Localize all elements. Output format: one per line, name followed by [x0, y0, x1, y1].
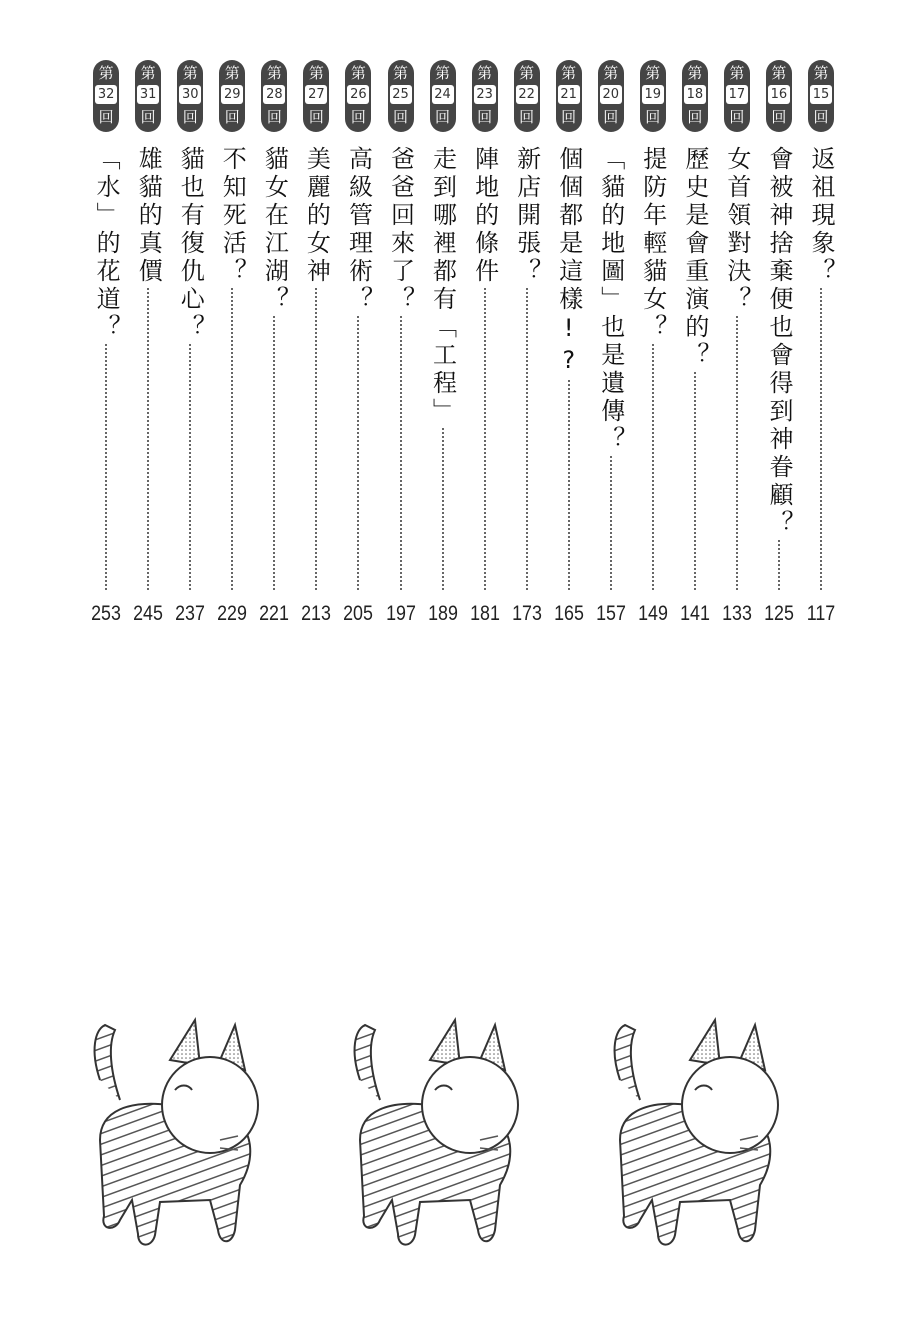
chapter-suffix: 回	[519, 108, 535, 126]
chapter-badge	[724, 60, 750, 132]
chapter-badge	[261, 60, 287, 132]
chapter-title: 不知死活？	[218, 146, 247, 286]
chapter-badge	[345, 60, 371, 132]
walking-cats-illustration	[60, 1010, 840, 1270]
chapter-prefix: 第	[392, 64, 408, 82]
chapter-number: 20	[600, 85, 622, 104]
chapter-title: 會被神捨棄便也會得到神眷顧？	[764, 146, 793, 538]
dot-leader	[526, 288, 528, 590]
chapter-badge	[598, 60, 624, 132]
chapter-title: 爸爸回來了？	[386, 146, 415, 314]
chapter-prefix: 第	[687, 64, 703, 82]
chapter-number: 21	[558, 85, 580, 104]
dot-leader	[442, 428, 444, 590]
chapter-badge	[93, 60, 119, 132]
page-number: 221	[259, 602, 290, 625]
chapter-number: 24	[432, 85, 454, 104]
chapter-prefix: 第	[266, 64, 282, 82]
toc-entry[interactable]	[338, 60, 378, 640]
toc-entry[interactable]	[128, 60, 168, 640]
chapter-prefix: 第	[350, 64, 366, 82]
chapter-suffix: 回	[308, 108, 324, 126]
dot-leader	[652, 344, 654, 590]
chapter-prefix: 第	[182, 64, 198, 82]
chapter-suffix: 回	[561, 108, 577, 126]
page-number: 245	[133, 602, 164, 625]
dot-leader	[610, 456, 612, 590]
dot-leader	[231, 288, 233, 590]
chapter-number: 19	[642, 85, 664, 104]
chapter-suffix: 回	[182, 108, 198, 126]
page-number: 133	[721, 602, 752, 625]
dot-leader	[273, 316, 275, 590]
chapter-number: 27	[305, 85, 327, 104]
chapter-badge	[640, 60, 666, 132]
chapter-title: 歷史是會重演的？	[680, 146, 709, 370]
chapter-number: 15	[810, 85, 832, 104]
dot-leader	[400, 316, 402, 590]
dot-leader	[778, 540, 780, 590]
chapter-suffix: 回	[266, 108, 282, 126]
chapter-badge	[219, 60, 245, 132]
chapter-title: 返祖現象？	[807, 146, 835, 286]
chapter-suffix: 回	[392, 108, 408, 126]
chapter-suffix: 回	[645, 108, 661, 126]
dot-leader	[189, 344, 191, 590]
dot-leader	[315, 288, 317, 590]
page-number: 141	[679, 602, 710, 625]
chapter-prefix: 第	[645, 64, 661, 82]
chapter-number: 30	[179, 85, 201, 104]
chapter-prefix: 第	[561, 64, 577, 82]
chapter-number: 16	[768, 85, 790, 104]
dot-leader	[105, 344, 107, 590]
chapter-badge	[388, 60, 414, 132]
toc-entry[interactable]	[675, 60, 715, 640]
page-number: 213	[301, 602, 332, 625]
chapter-number: 17	[726, 85, 748, 104]
page-number: 237	[175, 602, 206, 625]
toc-entry[interactable]	[549, 60, 589, 640]
table-of-contents	[0, 0, 914, 640]
chapter-suffix: 回	[224, 108, 240, 126]
toc-entry[interactable]	[465, 60, 505, 640]
dot-leader	[484, 288, 486, 590]
toc-entry[interactable]	[507, 60, 547, 640]
toc-entry[interactable]	[381, 60, 421, 640]
toc-entry[interactable]	[633, 60, 673, 640]
chapter-badge	[135, 60, 161, 132]
toc-entry[interactable]	[759, 60, 799, 640]
page-number: 253	[91, 602, 122, 625]
chapter-suffix: 回	[687, 108, 703, 126]
dot-leader	[147, 288, 149, 590]
chapter-suffix: 回	[729, 108, 745, 126]
chapter-prefix: 第	[435, 64, 451, 82]
chapter-number: 28	[263, 85, 285, 104]
chapter-badge	[430, 60, 456, 132]
chapter-title: 貓女在江湖？	[260, 146, 289, 314]
chapter-suffix: 回	[603, 108, 619, 126]
chapter-prefix: 第	[519, 64, 535, 82]
chapter-number: 26	[347, 85, 369, 104]
chapter-suffix: 回	[813, 108, 829, 126]
page-number: 197	[385, 602, 416, 625]
chapter-prefix: 第	[771, 64, 787, 82]
chapter-suffix: 回	[140, 108, 156, 126]
chapter-suffix: 回	[98, 108, 114, 126]
chapter-number: 32	[95, 85, 117, 104]
dot-leader	[736, 316, 738, 590]
page-number: 189	[427, 602, 458, 625]
chapter-badge	[177, 60, 203, 132]
chapter-suffix: 回	[350, 108, 366, 126]
page-number: 117	[806, 602, 836, 625]
page-number: 125	[764, 602, 794, 625]
chapter-number: 25	[390, 85, 412, 104]
chapter-title: 個個都是這樣!?	[554, 146, 583, 378]
chapter-badge	[303, 60, 329, 132]
toc-entry[interactable]	[423, 60, 463, 640]
chapter-suffix: 回	[435, 108, 451, 126]
chapter-suffix: 回	[771, 108, 787, 126]
chapter-badge	[472, 60, 498, 132]
chapter-suffix: 回	[477, 108, 493, 126]
chapter-badge	[808, 60, 834, 132]
chapter-badge	[514, 60, 540, 132]
dot-leader	[568, 380, 570, 590]
toc-entry[interactable]	[86, 60, 126, 640]
chapter-title: 「水」的花道？	[92, 146, 121, 342]
chapter-badge	[682, 60, 708, 132]
page-number: 165	[553, 602, 584, 625]
chapter-title: 高級管理術？	[344, 146, 373, 314]
chapter-title: 女首領對決？	[722, 146, 751, 314]
toc-entry[interactable]	[717, 60, 757, 640]
chapter-prefix: 第	[477, 64, 493, 82]
page-number: 157	[595, 602, 626, 625]
page-number: 181	[469, 602, 500, 625]
chapter-prefix: 第	[729, 64, 745, 82]
chapter-number: 23	[474, 85, 496, 104]
chapter-number: 22	[516, 85, 538, 104]
chapter-number: 31	[137, 85, 159, 104]
chapter-badge	[556, 60, 582, 132]
chapter-prefix: 第	[813, 64, 829, 82]
toc-entry[interactable]	[591, 60, 631, 640]
chapter-badge	[766, 60, 792, 132]
chapter-number: 29	[221, 85, 243, 104]
chapter-title: 新店開張？	[512, 146, 541, 286]
chapter-title: 「貓的地圖」也是遺傳？	[596, 146, 625, 454]
toc-entry[interactable]	[212, 60, 252, 640]
page-number: 173	[511, 602, 542, 625]
chapter-prefix: 第	[140, 64, 156, 82]
chapter-prefix: 第	[98, 64, 114, 82]
chapter-title: 走到哪裡都有「工程」	[428, 146, 457, 426]
chapter-title: 提防年輕貓女？	[638, 146, 667, 342]
chapter-number: 18	[684, 85, 706, 104]
chapter-title: 雄貓的真價	[134, 146, 163, 286]
dot-leader	[357, 316, 359, 590]
toc-entry[interactable]	[170, 60, 210, 640]
chapter-prefix: 第	[308, 64, 324, 82]
page-number: 205	[343, 602, 374, 625]
page-number: 229	[217, 602, 248, 625]
dot-leader	[694, 372, 696, 590]
toc-entry[interactable]	[801, 60, 841, 640]
dot-leader	[820, 288, 822, 590]
chapter-title: 美麗的女神	[302, 146, 331, 286]
toc-entry[interactable]	[296, 60, 336, 640]
chapter-title: 陣地的條件	[470, 146, 499, 286]
chapter-title: 貓也有復仇心？	[176, 146, 205, 342]
page-number: 149	[637, 602, 668, 625]
toc-entry[interactable]	[254, 60, 294, 640]
chapter-prefix: 第	[224, 64, 240, 82]
chapter-prefix: 第	[603, 64, 619, 82]
